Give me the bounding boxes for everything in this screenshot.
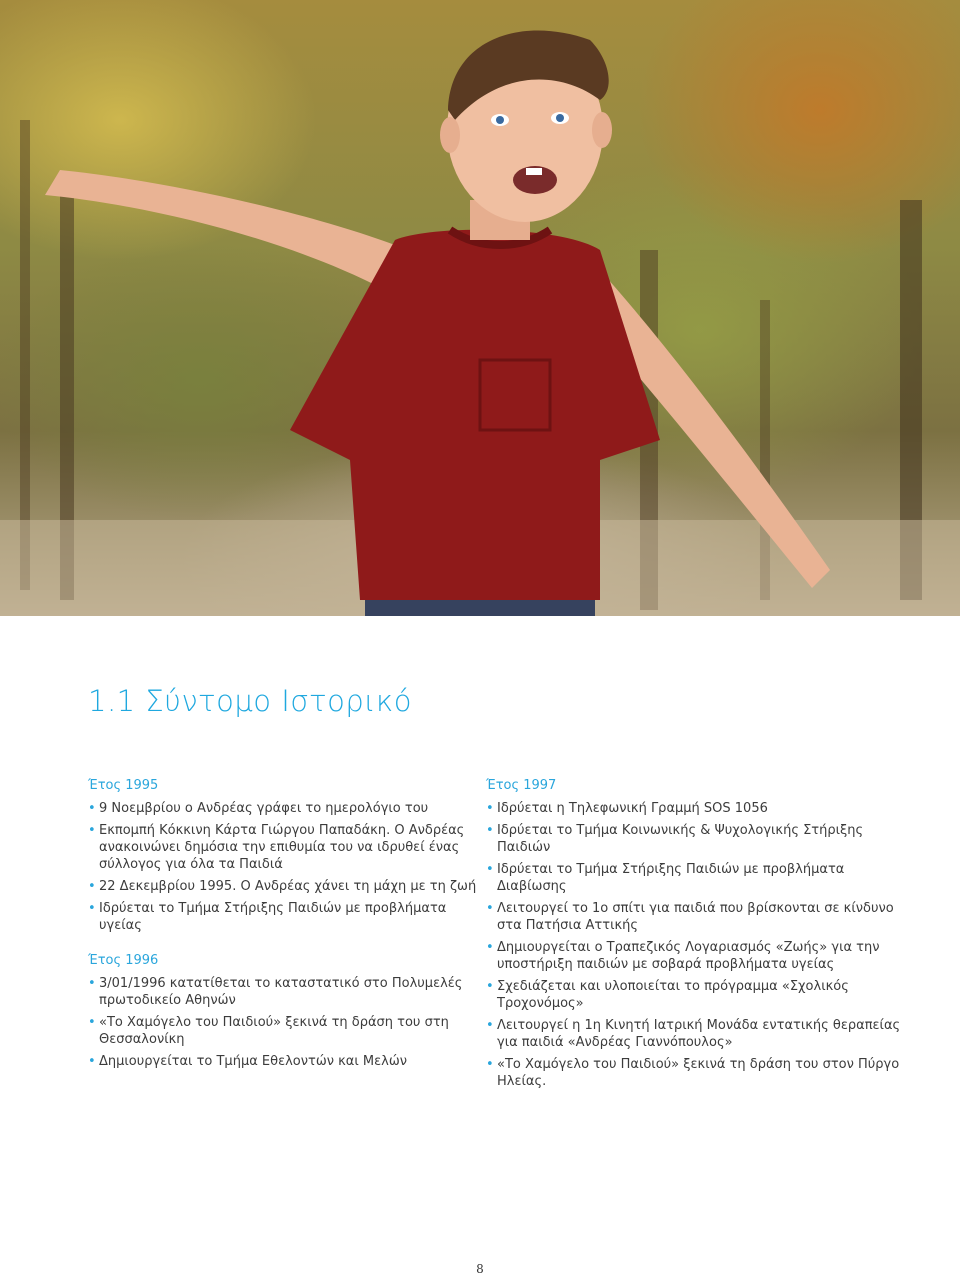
list-item: • 22 Δεκεμβρίου 1995. Ο Ανδρέας χάνει τη μάχη με τη ζωή [88,879,477,894]
list-item: • 3/01/1996 κατατίθεται το καταστατικό στο Πολυμελές πρωτοδικείο Αθηνών [88,976,463,1008]
year-heading: Έτος 1995 [88,778,159,793]
list-item: • Ιδρύεται το Τμήμα Στήριξης Παιδιών με προβλήματα Διαβίωσης [486,862,845,894]
bullet-icon: • [88,801,96,816]
bullet-icon: • [88,1015,96,1030]
left-column [88,778,483,1075]
year-heading: Έτος 1997 [486,778,557,793]
list-item: • Σχεδιάζεται και υλοποιείται το πρόγραμμα «Σχολικός Τροχονόμος» [486,979,849,1011]
year-list [88,800,483,934]
year-block-1995 [88,778,483,934]
bullet-icon: • [486,862,494,877]
list-item: • Λειτουργεί το 1ο σπίτι για παιδιά που βρίσκονται σε κίνδυνο στα Πατήσια Αττικής [486,901,894,933]
year-block-1997 [486,778,906,1090]
year-block-1996 [88,953,483,1070]
bullet-icon: • [486,979,494,994]
bullet-icon: • [486,801,494,816]
bullet-icon: • [88,976,96,991]
list-item: • Εκπομπή Κόκκινη Κάρτα Γιώργου Παπαδάκη. Ο Ανδρέας ανακοινώνει δημόσια την επιθυμία του να ιδρυθεί ένας σύλλογος για όλα τα Παιδιά [88,823,465,872]
child-illustration [0,0,960,616]
child-photo [0,0,960,616]
list-item: • Δημιουργείται το Τμήμα Εθελοντών και Μελών [88,1054,407,1069]
list-item: • «Το Χαμόγελο του Παιδιού» ξεκινά τη δράση του στη Θεσσαλονίκη [88,1015,449,1047]
bullet-icon: • [88,1054,96,1069]
section-title: 1.1 Σύντομο Ιστορικό [88,684,412,718]
list-item: • Δημιουργείται ο Τραπεζικός Λογαριασμός «Ζωής» για την υποστήριξη παιδιών με σοβαρά προβλήματα υγείας [486,940,880,972]
list-item: • Ιδρύεται το Τμήμα Κοινωνικής & Ψυχολογικής Στήριξης Παιδιών [486,823,864,855]
page-number: 8 [476,1262,484,1276]
bullet-icon: • [486,823,494,838]
bullet-icon: • [486,901,494,916]
bullet-icon: • [486,1018,494,1033]
bullet-icon: • [486,940,494,955]
list-item: • 9 Νοεμβρίου ο Ανδρέας γράφει το ημερολόγιο του [88,801,429,816]
list-item: • «Το Χαμόγελο του Παιδιού» ξεκινά τη δράση του στον Πύργο Ηλείας. [486,1057,900,1089]
bullet-icon: • [88,901,96,916]
bullet-icon: • [88,823,96,838]
bullet-icon: • [486,1057,494,1072]
year-list [486,800,906,1090]
list-item: • Ιδρύεται η Τηλεφωνική Γραμμή SOS 1056 [486,801,768,816]
year-list [88,975,483,1070]
right-column [486,778,906,1095]
list-item: • Λειτουργεί η 1η Κινητή Ιατρική Μονάδα εντατικής θεραπείας για παιδιά «Ανδρέας Γιαννόπουλος» [486,1018,901,1050]
bullet-icon: • [88,879,96,894]
list-item: • Ιδρύεται το Τμήμα Στήριξης Παιδιών με προβλήματα υγείας [88,901,447,933]
year-heading: Έτος 1996 [88,953,159,968]
